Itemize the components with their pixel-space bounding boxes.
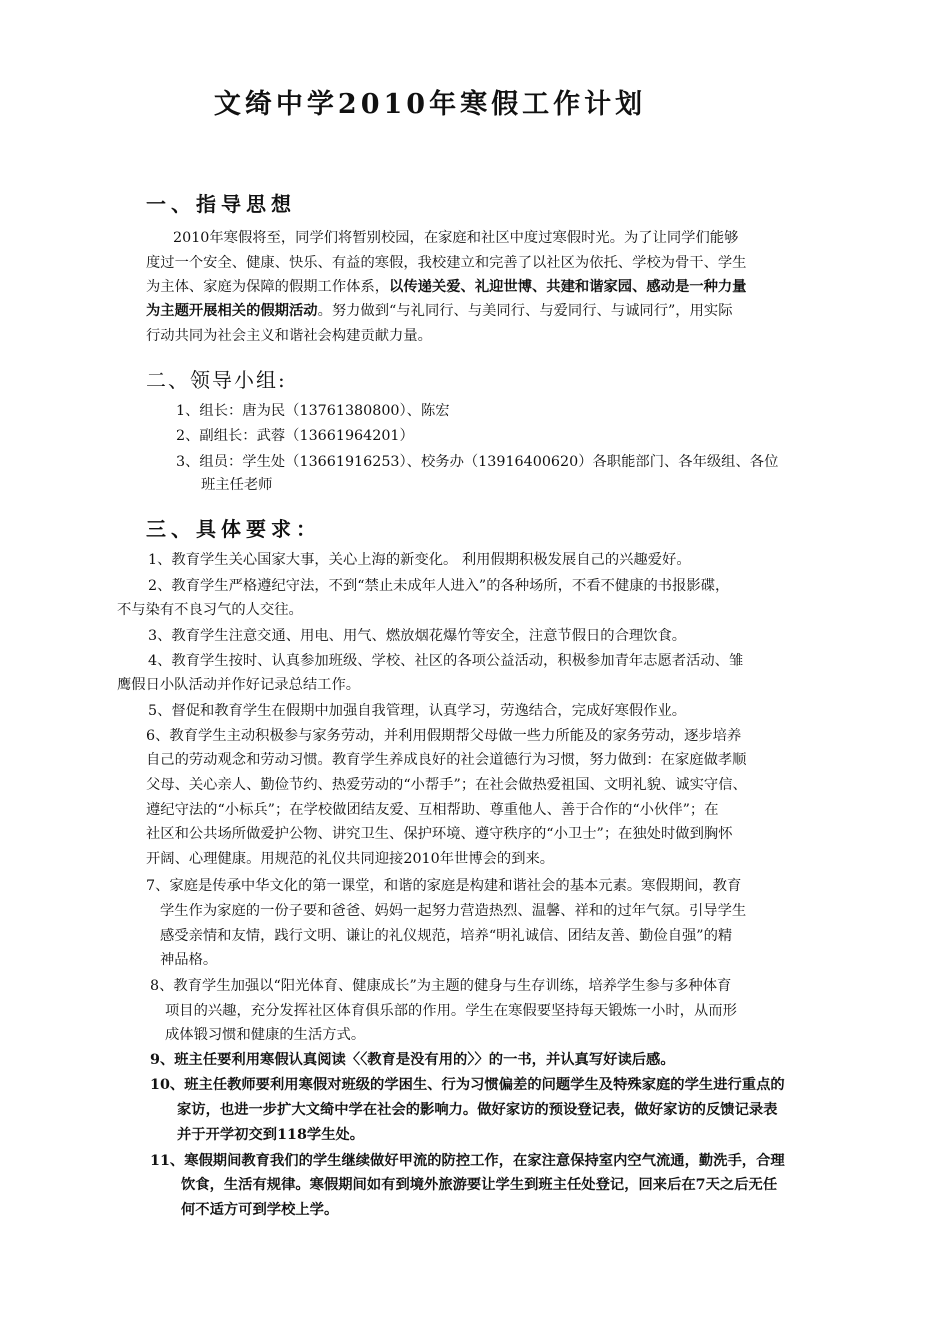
requirement-2-continued: 不与染有不良习气的人交往。: [117, 602, 303, 618]
requirement-7-line-4: 神品格。: [160, 952, 218, 968]
requirement-6-line-6: 开阔、心理健康。用规范的礼仪共同迎接2010年世博会的到来。: [146, 851, 555, 867]
leader-item: 1、组长：唐为民（13761380800）、陈宏: [176, 403, 450, 419]
requirement-6-line-4: 遵纪守法的“小标兵”；在学校做团结友爱、互相帮助、尊重他人、善于合作的“小伙伴”；在: [146, 802, 719, 818]
section-1-line-3-emphasis: 以传递关爱、礼迎世博、共建和谐家园、感动是一种力量: [389, 279, 747, 295]
requirement-4-continued: 鹰假日小队活动并作好记录总结工作。: [117, 677, 361, 693]
section-1-line-3-text: 为主体、家庭为保障的假期工作体系，: [146, 279, 390, 295]
members-item-continued: 班主任老师: [201, 477, 273, 493]
section-2-heading: 二、领导小组:: [146, 368, 287, 392]
requirement-1: 1、教育学生关心国家大事，关心上海的新变化。 利用假期积极发展自己的兴趣爱好。: [148, 552, 691, 568]
section-3-heading: 三、具体要求：: [146, 517, 321, 541]
section-1-line-4-emphasis: 为主题开展相关的假期活动: [146, 303, 318, 319]
requirement-6-line-2: 自己的劳动观念和劳动习惯。教育学生养成良好的社会道德行为习惯，努力做到：在家庭做孝顺: [146, 752, 747, 768]
section-1-line-2: 度过一个安全、健康、快乐、有益的寒假，我校建立和完善了以社区为依托、学校为骨干、学生: [146, 255, 747, 271]
requirement-6-line-3: 父母、关心亲人、勤俭节约、热爱劳动的“小帮手”；在社会做热爱祖国、文明礼貌、诚实守信、: [146, 777, 747, 793]
requirement-6: 6、教育学生主动积极参与家务劳动，并利用假期帮父母做一些力所能及的家务劳动，逐步培养: [146, 728, 742, 744]
requirement-11-line-3: 何不适方可到学校上学。: [181, 1202, 339, 1218]
requirement-10-line-2: 家访，也进一步扩大文绮中学在社会的影响力。做好家访的预设登记表，做好家访的反馈记录表: [177, 1102, 778, 1118]
section-1-line-4: [146, 299, 733, 323]
requirement-11: 11、寒假期间教育我们的学生继续做好甲流的防控工作，在家注意保持室内空气流通，勤洗手，合理: [150, 1153, 785, 1169]
requirement-8-line-2: 项目的兴趣，充分发挥社区体育俱乐部的作用。学生在寒假要坚持每天锻炼一小时，从而形: [165, 1003, 737, 1019]
vice-leader-item: 2、副组长：武蓉（13661964201）: [176, 428, 414, 444]
requirement-7-line-3: 感受亲情和友情，践行文明、谦让的礼仪规范，培养“明礼诚信、团结友善、勤俭自强”的精: [160, 928, 733, 944]
requirement-7: 7、家庭是传承中华文化的第一课堂，和谐的家庭是构建和谐社会的基本元素。寒假期间，教育: [146, 878, 742, 894]
requirement-10: 10、班主任教师要利用寒假对班级的学困生、行为习惯偏差的问题学生及特殊家庭的学生进行重点的: [150, 1077, 785, 1093]
requirement-4: 4、教育学生按时、认真参加班级、学校、社区的各项公益活动，积极参加青年志愿者活动、雏: [148, 653, 744, 669]
requirement-11-line-2: 饮食，生活有规律。寒假期间如有到境外旅游要让学生到班主任处登记，回来后在7天之后无任: [181, 1177, 778, 1193]
requirement-8: 8、教育学生加强以“阳光体育、健康成长”为主题的健身与生存训练，培养学生参与多种体育: [150, 978, 732, 994]
section-1-line-4-text: 。努力做到“与礼同行、与美同行、与爱同行、与诚同行”，用实际: [317, 303, 733, 319]
section-1-line-5: 行动共同为社会主义和谐社会构建贡献力量。: [146, 328, 432, 344]
requirement-5: 5、督促和教育学生在假期中加强自我管理，认真学习，劳逸结合，完成好寒假作业。: [148, 703, 687, 719]
page-title: 文绮中学2010年寒假工作计划: [213, 89, 647, 120]
members-item: 3、组员：学生处（13661916253）、校务办（13916400620）各职能部门、各年级组、各位: [176, 454, 779, 470]
requirement-3: 3、教育学生注意交通、用电、用气、燃放烟花爆竹等安全，注意节假日的合理饮食。: [148, 628, 687, 644]
requirement-7-line-2: 学生作为家庭的一份子要和爸爸、妈妈一起努力营造热烈、温馨、祥和的过年气氛。引导学生: [160, 903, 747, 919]
requirement-8-line-3: 成体锻习惯和健康的生活方式。: [165, 1027, 366, 1043]
section-1-heading: 一、指导思想: [146, 192, 296, 216]
requirement-10-line-3: 并于开学初交到118学生处。: [177, 1127, 365, 1143]
section-1-line-1: 2010年寒假将至，同学们将暂别校园，在家庭和社区中度过寒假时光。为了让同学们能够: [173, 230, 739, 246]
requirement-9: 9、班主任要利用寒假认真阅读〈〈教育是没有用的〉〉的一书，并认真写好读后感。: [150, 1052, 675, 1068]
requirement-6-line-5: 社区和公共场所做爱护公物、讲究卫生、保护环境、遵守秩序的“小卫士”；在独处时做到胸怀: [146, 826, 733, 842]
section-1-line-3: [146, 275, 746, 299]
requirement-2: 2、教育学生严格遵纪守法，不到“禁止未成年人进入”的各种场所，不看不健康的书报影碟，: [148, 578, 730, 594]
